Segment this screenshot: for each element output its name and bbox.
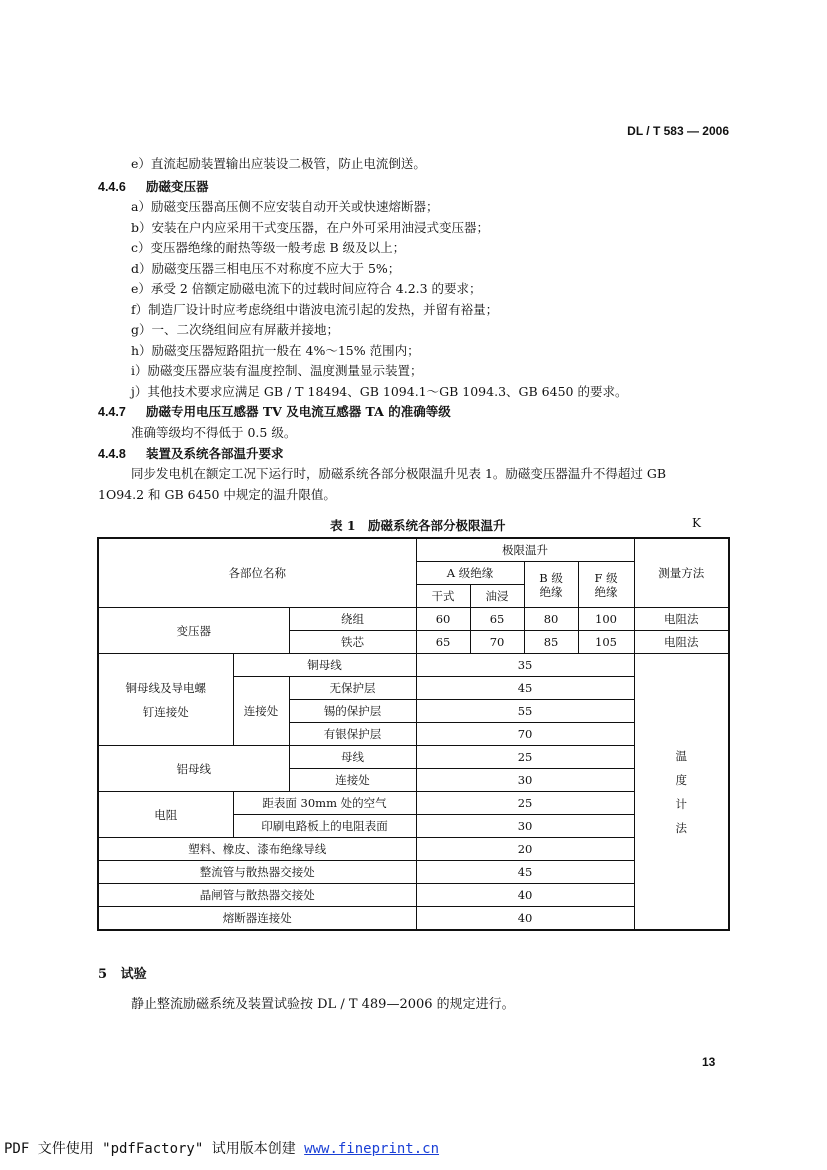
header-b-class-line1: B 级 bbox=[539, 570, 563, 585]
section-446-heading bbox=[98, 179, 209, 195]
value-cell: 40 bbox=[416, 907, 634, 931]
part-cell: 晶闸管与散热器交接处 bbox=[98, 884, 416, 907]
part-cell: 绕组 bbox=[289, 608, 416, 631]
list-item: c）变压器绝缘的耐热等级一般考虑 B 级及以上； bbox=[131, 240, 406, 255]
resistor-label: 电阻 bbox=[98, 792, 233, 838]
section-title: 试验 bbox=[120, 967, 147, 982]
table-header-row bbox=[98, 538, 729, 562]
section-title: 励磁变压器 bbox=[146, 179, 209, 194]
list-item: j）其他技术要求应满足 GB / T 18494、GB 1094.1～GB 1094.3、GB 6450 的要求。 bbox=[131, 384, 628, 399]
list-item: g）一、二次绕组间应有屏蔽并接地； bbox=[131, 322, 340, 337]
temperature-rise-table bbox=[97, 537, 730, 931]
part-cell: 连接处 bbox=[289, 769, 416, 792]
method-char: 计 bbox=[675, 796, 688, 811]
method-thermometer bbox=[634, 654, 729, 931]
header-oil: 油浸 bbox=[470, 585, 524, 608]
part-cell: 铁芯 bbox=[289, 631, 416, 654]
table-caption: 表 1 励磁系统各部分极限温升 bbox=[330, 518, 506, 533]
value-cell: 45 bbox=[416, 677, 634, 700]
header-part-name: 各部位名称 bbox=[98, 538, 416, 608]
section-title: 装置及系统各部温升要求 bbox=[146, 446, 284, 461]
part-cell: 无保护层 bbox=[289, 677, 416, 700]
value-cell: 30 bbox=[416, 815, 634, 838]
part-cell: 塑料、橡皮、漆布绝缘导线 bbox=[98, 838, 416, 861]
value-cell: 105 bbox=[578, 631, 634, 654]
footer-text: PDF 文件使用 "pdfFactory" 试用版本创建 bbox=[4, 1141, 305, 1157]
part-cell: 距表面 30mm 处的空气 bbox=[233, 792, 416, 815]
section-447-heading bbox=[98, 404, 451, 420]
method-cell: 电阻法 bbox=[634, 631, 729, 654]
value-cell: 35 bbox=[416, 654, 634, 677]
part-cell: 整流管与散热器交接处 bbox=[98, 861, 416, 884]
value-cell: 65 bbox=[470, 608, 524, 631]
value-cell: 45 bbox=[416, 861, 634, 884]
list-item: d）励磁变压器三相电压不对称度不应大于 5%； bbox=[131, 261, 401, 276]
value-cell: 60 bbox=[416, 608, 470, 631]
value-cell: 65 bbox=[416, 631, 470, 654]
part-cell: 锡的保护层 bbox=[289, 700, 416, 723]
list-item: e）承受 2 倍额定励磁电流下的过载时间应符合 4.2.3 的要求； bbox=[131, 281, 482, 296]
header-a-class: A 级绝缘 bbox=[416, 562, 524, 585]
value-cell: 55 bbox=[416, 700, 634, 723]
part-cell: 铜母线 bbox=[233, 654, 416, 677]
aluminum-label: 铝母线 bbox=[98, 746, 289, 792]
section-447-body: 准确等级均不得低于 0.5 级。 bbox=[131, 425, 297, 440]
header-b-class bbox=[524, 562, 578, 608]
header-method: 测量方法 bbox=[634, 538, 729, 608]
value-cell: 80 bbox=[524, 608, 578, 631]
list-item: f）制造厂设计时应考虑绕组中谐波电流引起的发热，并留有裕量； bbox=[131, 302, 499, 317]
footer-link[interactable]: www.fineprint.cn bbox=[304, 1141, 440, 1157]
section-448-body-line1: 同步发电机在额定工况下运行时，励磁系统各部分极限温升见表 1。励磁变压器温升不得超过 GB bbox=[131, 466, 667, 481]
header-dry: 干式 bbox=[416, 585, 470, 608]
header-limit-rise: 极限温升 bbox=[416, 538, 634, 562]
copper-label-line2: 钉连接处 bbox=[142, 704, 189, 719]
header-f-class-line1: F 级 bbox=[594, 570, 618, 585]
header-f-class bbox=[578, 562, 634, 608]
header-f-class-line2: 绝缘 bbox=[594, 584, 618, 599]
section-number: 4.4.8 bbox=[98, 447, 126, 461]
part-cell: 母线 bbox=[289, 746, 416, 769]
connection-label: 连接处 bbox=[233, 677, 289, 746]
value-cell: 20 bbox=[416, 838, 634, 861]
copper-label bbox=[98, 654, 233, 746]
document-code: DL / T 583 — 2006 bbox=[627, 124, 729, 138]
part-cell: 熔断器连接处 bbox=[98, 907, 416, 931]
pdf-footer bbox=[4, 1138, 439, 1158]
list-item: i）励磁变压器应装有温度控制、温度测量显示装置； bbox=[131, 363, 423, 378]
section-number: 4.4.7 bbox=[98, 405, 126, 419]
copper-label-line1: 铜母线及导电螺 bbox=[125, 680, 206, 695]
method-cell: 电阻法 bbox=[634, 608, 729, 631]
list-item: b）安装在户内应采用干式变压器，在户外可采用油浸式变压器； bbox=[131, 220, 490, 235]
value-cell: 40 bbox=[416, 884, 634, 907]
section-title: 励磁专用电压互感器 TV 及电流互感器 TA 的准确等级 bbox=[146, 404, 451, 419]
value-cell: 25 bbox=[416, 792, 634, 815]
method-char: 温 bbox=[675, 748, 688, 763]
section-5-heading bbox=[98, 963, 147, 982]
part-cell: 有银保护层 bbox=[289, 723, 416, 746]
header-b-class-line2: 绝缘 bbox=[539, 584, 563, 599]
value-cell: 100 bbox=[578, 608, 634, 631]
table-unit: K bbox=[692, 516, 701, 530]
section-5-body: 静止整流励磁系统及装置试验按 DL / T 489—2006 的规定进行。 bbox=[131, 997, 515, 1012]
section-448-heading bbox=[98, 446, 284, 462]
table-row bbox=[98, 654, 729, 677]
list-item: a）励磁变压器高压侧不应安装自动开关或快速熔断器； bbox=[131, 199, 439, 214]
section-number: 5 bbox=[98, 967, 108, 982]
section-number: 4.4.6 bbox=[98, 180, 126, 194]
item-e-dc: e）直流起励装置输出应装设二极管，防止电流倒送。 bbox=[131, 156, 426, 171]
value-cell: 85 bbox=[524, 631, 578, 654]
table-row bbox=[98, 608, 729, 631]
list-item: h）励磁变压器短路阻抗一般在 4%～15% 范围内； bbox=[131, 343, 420, 358]
part-cell: 印刷电路板上的电阻表面 bbox=[233, 815, 416, 838]
method-char: 度 bbox=[675, 772, 688, 787]
transformer-label: 变压器 bbox=[98, 608, 289, 654]
method-char: 法 bbox=[675, 820, 688, 835]
page-number: 13 bbox=[702, 1055, 716, 1069]
value-cell: 70 bbox=[470, 631, 524, 654]
value-cell: 30 bbox=[416, 769, 634, 792]
value-cell: 25 bbox=[416, 746, 634, 769]
section-448-body-line2: 1O94.2 和 GB 6450 中规定的温升限值。 bbox=[98, 487, 336, 502]
value-cell: 70 bbox=[416, 723, 634, 746]
